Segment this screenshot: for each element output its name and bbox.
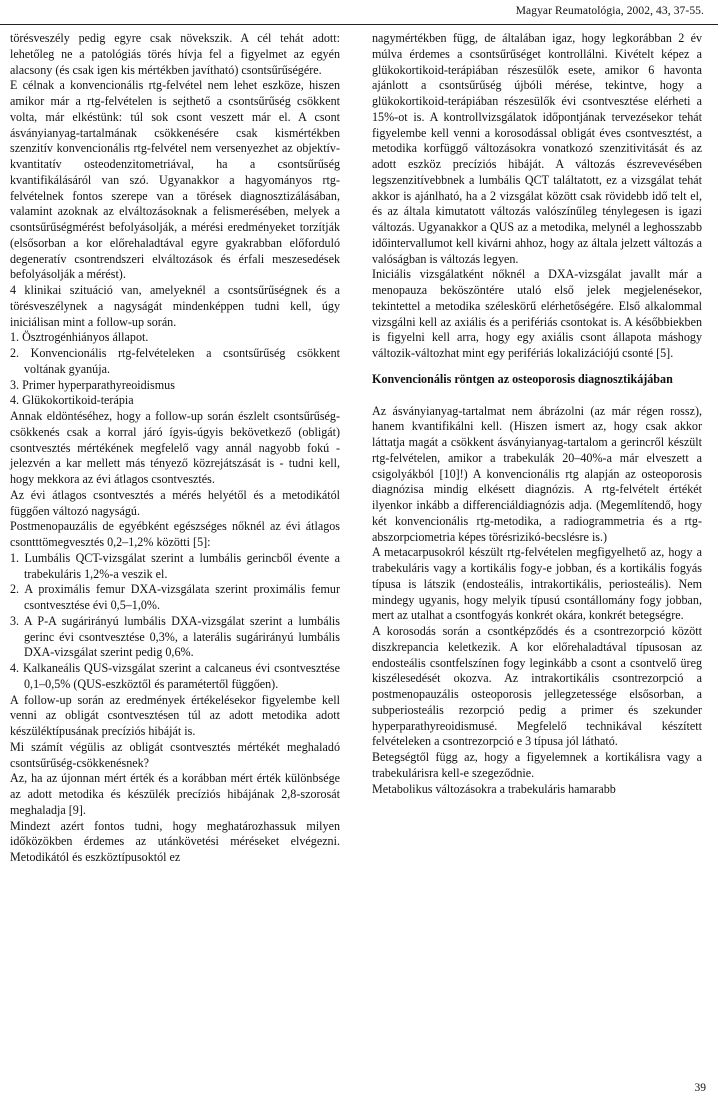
running-header: Magyar Reumatológia, 2002, 43, 37-55.	[515, 5, 704, 17]
paragraph: Betegségtől függ az, hogy a figyelemnek a kortikálisra vagy a trabekulárisra kell-e szegeződnie.	[372, 750, 702, 780]
paragraph: törésveszély pedig egyre csak növekszik. A cél tehát adott: lehetőleg ne a patológiás törés hívja fel a figyelmet az egyén alacsony (és csak igen kis mértékben javítható) csontsűrűségére.	[10, 31, 340, 77]
right-column	[372, 31, 702, 797]
list-item: 1. Lumbális QCT-vizsgálat szerint a lumbális gerincből évente a trabekuláris 1,2%-a veszik el.	[10, 550, 340, 581]
paragraph: A metacarpusokról készült rtg-felvételen megfigyelhető az, hogy a trabekuláris vagy a kortikális fogy-e jobban, és a kortikális fogyás típusa is látszik (endosteális, intrakortikális, periosteális). Nem mindegy ugyanis, hogy melyik típusú csontállomány fogy jobban, mert az utalhat a csontfogyás konkrét okára, konkrét betegségre.	[372, 545, 702, 623]
paragraph: Iniciális vizsgálatként nőknél a DXA-vizsgálat javallt már a menopauza beköszöntére utaló első jelek megjelenésekor, tekintettel a metodika széleskörű elérhetőségére. Első alkalommal vizsgálni kell az axiális és a perifériás csontokat is. A későbbiekben is figyelni kell arra, hogy egy axiális csont állapota máshogy változik-változhat mint egy perifériás lokalizációjú csonté [5].	[372, 267, 702, 360]
list-item: 4. Kalkaneális QUS-vizsgálat szerint a calcaneus évi csontvesztése 0,1–0,5% (QUS-eszköztől és paramétertől függően).	[10, 661, 340, 691]
list-item: 2. A proximális femur DXA-vizsgálata szerint proximális femur csontvesztése évi 0,5–1,0%.	[10, 582, 340, 612]
paragraph: Az évi átlagos csontvesztés a mérés helyétől és a metodikától függően változó nagyságú.	[10, 487, 340, 518]
header-rule	[0, 24, 718, 25]
paragraph: Mi számít végülis az obligát csontvesztés mértékét meghaladó csontsűrűség-csökkenésnek?	[10, 739, 340, 770]
page-number: 39	[694, 1082, 706, 1094]
paragraph: Annak eldöntéséhez, hogy a follow-up során észlelt csontsűrűség-csökkenés csak a korral járó ígyis-úgyis bekövetkező (obligát) csontvesztés mértékének megfelelő vagy annál nagyobb fokú - jelezvén a kar mellett más tényező közrejátszását is - tudni kell, hogy mekkora az évi átlagos csontvesztés.	[10, 409, 340, 486]
paragraph: E célnak a konvencionális rtg-felvétel nem lehet eszköze, hiszen amikor már a rtg-felvételen is sejthető a csontsűrűség csökkent volta, már elkéstünk: túl sok csont veszett már el. A csont ásványianyag-tartalmának csökkenésére csak kismértékben szenzitív konvencionális rtg-felvétel nem versenyezhet az objektív-kvantitatív osteodenzitometriával, ha a csontsűrűség kvantifikálásáról van szó. Ugyanakkor a hagyományos rtg-felvételnek fontos szerepe van a törések diagnosztizálásában, valamint azoknak az elváltozásoknak a felismerésében, melyek a csontsűrűségmérést befolyásolják, a mérési eredményeket torzítják (elsősorban a kor előrehaladtával egyre gyakrabban előforduló degeneratív csontrendszeri elváltozások és érfali meszesedések befolyásolják a mérést).	[10, 78, 340, 282]
paragraph: Mindezt azért fontos tudni, hogy meghatározhassuk milyen időközökben érdemes az utánkövetési méréseket elvégezni. Metodikától és eszköztípusoktól ez	[10, 818, 340, 864]
list-item: 3. A P-A sugárirányú lumbális DXA-vizsgálat szerint a lumbális gerinc évi csontvesztése 0,3%, a laterális sugárirányú lumbális DXA-vizsgálat szerint pedig 0,6%.	[10, 613, 340, 660]
left-column	[10, 31, 340, 866]
list-item: 1. Ösztrogénhiányos állapot.	[10, 330, 149, 345]
paragraph: Az, ha az újonnan mért érték és a korábban mért érték különbsége az adott metodika és készülék precíziós hibájának 2,8-szorosát meghaladja [9].	[10, 771, 340, 817]
list-item: 4. Glükokortikoid-terápia	[10, 393, 134, 408]
list-item: 3. Primer hyperparathyreoidismus	[10, 377, 175, 392]
paragraph: Postmenopauzális de egyébként egészséges nőknél az évi átlagos csontttömegvesztés 0,2–1,2% közötti [5]:	[10, 519, 340, 549]
paragraph: A korosodás során a csontképződés és a csontrezorpció között diszkrepancia keletkezik. A kor előrehaladtával típusosan az endosteális csontfelszínen fogy leginkább a csont a csontvelő üreg kiszélesedését okozva. Az intrakortikális csontrezorpció a postmenopauzális osteoporosis jellegzetessége elsősorban, a subperiosteális rezorpció pedig a primer és szekunder hyperparathyreoidismusé. Megfelelő technikával készített felvételeken a csontrezorpció e 3 típusa jól látható.	[372, 624, 702, 749]
paragraph: Metabolikus változásokra a trabekuláris hamarabb	[372, 781, 616, 796]
paragraph: Az ásványianyag-tartalmat nem ábrázolni (az már régen rossz), hanem kvantifikálni kell. (Hiszen ismert az, hogy csak akkor láttatja magát a csökkent ásványianyag-tartalom a gerincről készült rtg-felvételen, amikor a trabekulák 20–40%-a már elveszett a csigolyákból [10]!) A konvencionális rtg alapján az osteoporosis diagnózisa mindig elkésett diagnózis. A rtg-felvételt értékét ilyenkor inkább a differenciáldiagnózis adja. (Megemlítendő, hogy két konvencionális rtg-metodika, a radiogrammetria és a rtg-abszorpciometria képes törésrizikó-becslésre is.)	[372, 403, 702, 544]
paragraph: A follow-up során az eredmények értékelésekor figyelembe kell venni az obligát csontvesztésen túl az adott metodika adott készüléktípusának precíziós hibáját is.	[10, 692, 340, 738]
paragraph: 4 klinikai szituáció van, amelyeknél a csontsűrűségnek és a törésveszélynek a nagyságát mindenképpen tudni kell, úgy iniciálisan mint a follow-up során.	[10, 283, 340, 329]
section-heading: Konvencionális röntgen az osteoporosis diagnosztikájában	[372, 371, 673, 386]
list-item: 2. Konvencionális rtg-felvételeken a csontsűrűség csökkent voltának gyanúja.	[10, 346, 340, 376]
paragraph: nagymértékben függ, de általában igaz, hogy legkorábban 2 év múlva érdemes a csontsűrűséget kontrollálni. Kivételt képez a glükokortikoid-terápiában részesülők esete, amikor 6 havonta ajánlott a csontsűrűség újbóli mérése, tekintve, hogy a glükokortikoid-terápiában részesülők évi csontvesztése elérheti a 15%-ot is. A kontrollvizsgálatok időpontjának tervezésekor tehát figyelembe kell venni a korosodással obligát éves csontvesztést, a metodika korfüggő változásokra vonatkozó szenzitivitását és az adott eszköz precíziós hibáját. A változás észrevevésében legszenzitívebbnek a lumbális QCT találtatott, ez a vizsgálat tehát akkor is ajánlható, ha a 2 vizsgálat között csak rövidebb idő telt el, és az általa kimutatott változás valószínűleg ténylegesen is igazi változás. Ugyanakkor a QUS az a metodika, melynél a leghosszabb időintervallumot kell kivárni ahhoz, hogy az általa jelzett változás a valóságban is változás legyen.	[372, 31, 702, 266]
